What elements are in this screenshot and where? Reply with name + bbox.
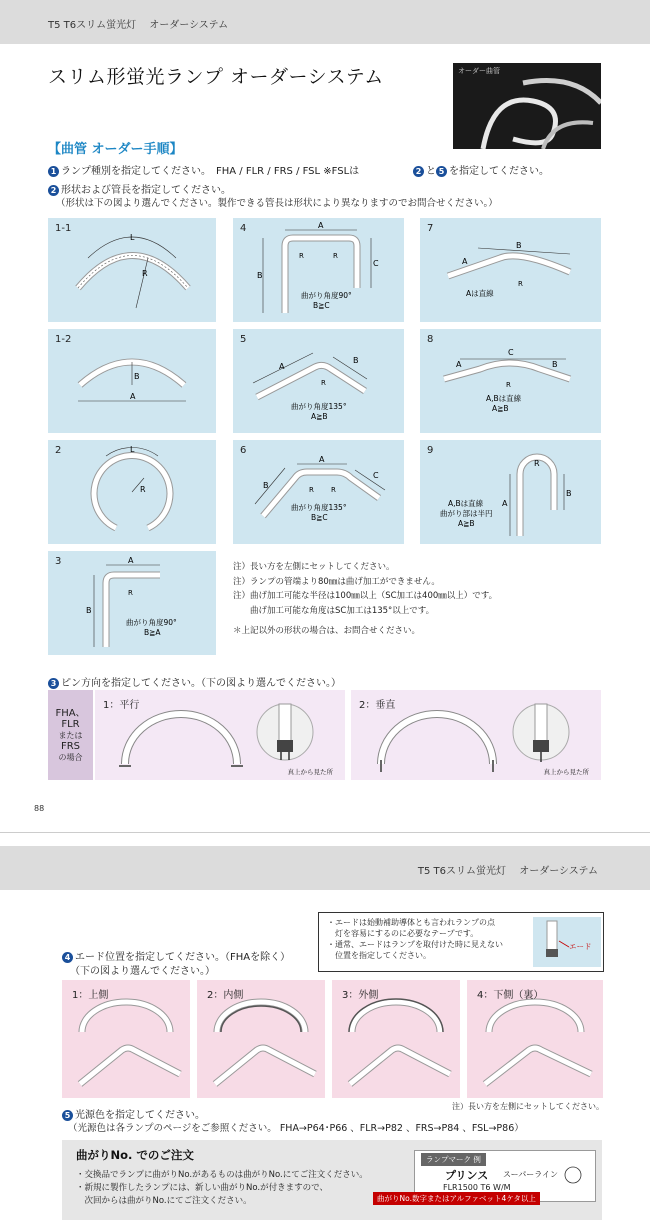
ade-label: エード <box>569 942 592 951</box>
dim-label: R <box>321 379 326 387</box>
header-title: T5 T6スリム蛍光灯 オーダーシステム <box>417 866 598 877</box>
step-5-line1: 光源色を指定してください。 <box>75 1110 205 1121</box>
dim-label: A <box>502 499 508 508</box>
dim-label: A <box>319 455 325 464</box>
page-number: 88 <box>34 804 45 813</box>
pin-option-vertical[interactable] <box>351 690 601 780</box>
ring-lamp-diagram-icon <box>48 440 216 544</box>
dim-label: L <box>130 445 135 454</box>
notes <box>233 560 497 639</box>
product-photo <box>453 63 601 149</box>
step-number: 3 <box>48 678 59 689</box>
dim-label: B <box>257 271 263 280</box>
caption: A,Bは直線 <box>448 499 484 508</box>
caption: B≧A <box>144 628 161 637</box>
hairpin-lamp-diagram-icon <box>420 440 601 544</box>
pin-side-text: FRS <box>60 741 81 752</box>
edge-option-top[interactable] <box>62 980 190 1098</box>
info-line: ・エードは始動補助導体とも言われランプの点 <box>327 918 495 927</box>
edge-option-outer[interactable] <box>332 980 460 1098</box>
flat-arc-lamp-diagram-icon <box>420 329 601 433</box>
order-line: ・新規に製作したランプには、新しい曲がりNo.が付きますので、 <box>76 1183 328 1193</box>
shape-id: 8 <box>427 334 434 345</box>
dim-label: A <box>130 392 136 401</box>
pin-side-label <box>48 690 93 780</box>
note-line: 注）曲げ加工可能な半径は100㎜以上（SC加工は400㎜以上）です。 <box>233 591 498 601</box>
pin-side-text: FHA、 <box>55 708 86 719</box>
dim-label: A <box>128 556 134 565</box>
caption: A≧B <box>492 404 509 413</box>
angled-lamp-diagram-icon <box>420 218 601 322</box>
info-line: 位置を指定してください。 <box>327 951 431 960</box>
pin-option-parallel[interactable] <box>95 690 345 780</box>
shape-id: 2 <box>55 445 62 456</box>
dim-label: R <box>309 486 314 494</box>
dim-label: R <box>299 252 304 260</box>
step-3-text: ピン方向を指定してください。（下の図より選んでください。） <box>61 678 341 689</box>
note-line: 曲げ加工可能な角度はSC加工は135°以上です。 <box>233 605 435 616</box>
note-line: ＊上記以外の形状の場合は、お問合せください。 <box>233 626 421 636</box>
shape-option-7[interactable] <box>420 218 601 322</box>
dim-label: C <box>508 348 514 357</box>
caption: Aは直線 <box>466 289 494 298</box>
orientation-note: 注）長い方を左側にセットしてください。 <box>452 1102 604 1111</box>
pin-side-text: または <box>58 731 83 740</box>
step-number: 1 <box>48 166 59 177</box>
step-1-mid: と <box>426 166 436 177</box>
shallow-arc-lamp-diagram-icon <box>48 329 216 433</box>
step-1-tail: を指定してください。 <box>449 166 549 177</box>
dim-label: A <box>456 360 462 369</box>
order-line: 次回からは曲がりNo.にてご注文ください。 <box>76 1196 252 1206</box>
dim-label: A <box>462 257 468 266</box>
step-number: 2 <box>413 166 424 177</box>
ade-info-box <box>318 912 604 972</box>
note-line: 注）長い方を左側にセットしてください。 <box>233 562 395 572</box>
shape-option-1-1[interactable] <box>48 218 216 322</box>
shape-id: 1-2 <box>55 334 72 345</box>
dim-label: R <box>140 485 146 494</box>
step-1-text: ランプ種別を指定してください。 FHA / FLR / FRS / FSL ※FSLは <box>61 166 360 177</box>
peak-lamp-diagram-icon <box>233 329 404 433</box>
step-4-line1: エード位置を指定してください。（FHAを除く） <box>75 952 291 963</box>
edge-option-label: 1：上側 <box>72 990 109 1001</box>
shape-id: 5 <box>240 334 247 345</box>
dim-label: R <box>142 269 148 278</box>
header-title: T5 T6スリム蛍光灯 オーダーシステム <box>48 20 229 31</box>
pin-option-caption: 真上から見た所 <box>543 768 589 776</box>
pin-option-label: 1：平行 <box>103 700 140 711</box>
dim-label: B <box>516 241 522 250</box>
edge-option-bottom[interactable] <box>467 980 603 1098</box>
shape-id: 9 <box>427 445 434 456</box>
order-by-bend-number <box>62 1140 602 1220</box>
caption: 曲がり角度90° <box>301 291 352 300</box>
edge-option-label: 3：外側 <box>342 990 379 1001</box>
dim-label: B <box>86 606 92 615</box>
arc-lamp-diagram-icon <box>48 218 216 322</box>
caption: 曲がり角度135° <box>291 402 347 411</box>
pin-side-text: FLR <box>61 719 80 730</box>
dim-label: C <box>373 259 379 268</box>
shape-id: 6 <box>240 445 247 456</box>
shape-id: 7 <box>427 223 434 234</box>
step-1 <box>48 162 549 177</box>
bend-number-label: 曲がりNo.数字またはアルファベット4ケタ以上 <box>373 1192 540 1205</box>
brand-subline: スーパーライン <box>503 1170 558 1179</box>
u-bend-lamp-diagram-icon <box>233 218 404 322</box>
edge-option-label: 4：下側（裏） <box>477 990 544 1001</box>
dim-label: B <box>566 489 572 498</box>
shape-id: 4 <box>240 223 247 234</box>
ade-tape-image <box>533 917 601 967</box>
info-line: 灯を容易にするのに必要なテープです。 <box>327 929 479 938</box>
shape-id: 1-1 <box>55 223 72 234</box>
shape-option-4[interactable] <box>233 218 404 322</box>
dim-label: B <box>552 360 558 369</box>
shape-id: 3 <box>55 556 62 567</box>
brand-name: プリンス <box>445 1169 489 1182</box>
caption: 曲がり角度90° <box>126 618 177 627</box>
shape-option-2[interactable] <box>48 440 216 544</box>
step-3 <box>48 674 341 689</box>
dim-label: R <box>331 486 336 494</box>
caption: 曲がり部は半円 <box>440 509 493 518</box>
shape-option-6[interactable] <box>233 440 404 544</box>
page-header <box>0 0 650 44</box>
shape-option-3[interactable] <box>48 551 216 655</box>
note-line: 注）ランプの管端より80㎜は曲げ加工ができません。 <box>233 576 440 587</box>
page-header <box>0 846 650 890</box>
edge-option-inner[interactable] <box>197 980 325 1098</box>
shape-option-5[interactable] <box>233 329 404 433</box>
dim-label: L <box>130 233 135 242</box>
section-heading: 【曲管 オーダー手順】 <box>48 142 183 157</box>
dim-label: R <box>333 252 338 260</box>
dim-label: A <box>318 221 324 230</box>
dim-label: B <box>353 356 359 365</box>
pin-side-text: の場合 <box>58 753 83 762</box>
caption: A,Bは直線 <box>486 394 522 403</box>
certification-mark-icon <box>563 1165 583 1185</box>
step-4 <box>62 948 290 963</box>
lamp-model: FLR1500 T6 W/M <box>443 1183 511 1192</box>
step-4-line2: （下の図より選んでください。） <box>70 966 215 977</box>
step-5 <box>62 1106 205 1121</box>
photo-label: オーダー曲管 <box>458 67 500 75</box>
dim-label: R <box>128 589 133 597</box>
dim-label: B <box>134 372 140 381</box>
info-line: ・通常、エードはランプを取付けた時に見えない <box>327 940 503 949</box>
order-heading: 曲がりNo. でのご注文 <box>76 1148 194 1162</box>
caption: B≧C <box>311 513 328 522</box>
step-2-line1: 形状および管長を指定してください。 <box>61 185 231 196</box>
step-2 <box>48 181 231 196</box>
pin-option-caption: 真上から見た所 <box>287 768 333 776</box>
step-number: 5 <box>62 1110 73 1121</box>
edge-option-label: 2：内側 <box>207 990 244 1001</box>
lamp-mark-heading: ランプマーク 例 <box>421 1153 486 1166</box>
step-number: 4 <box>62 952 73 963</box>
dim-label: A <box>279 362 285 371</box>
dim-label: R <box>534 459 540 468</box>
step-number: 2 <box>48 185 59 196</box>
pin-direction-options <box>48 690 601 780</box>
caption: A≧B <box>311 412 328 421</box>
step-number: 5 <box>436 166 447 177</box>
caption: 曲がり角度135° <box>291 503 347 512</box>
trapezoid-lamp-diagram-icon <box>233 440 404 544</box>
shape-option-1-2[interactable] <box>48 329 216 433</box>
shape-option-9[interactable] <box>420 440 601 544</box>
page-title: スリム形蛍光ランプ オーダーシステム <box>48 66 384 88</box>
l-bend-lamp-diagram-icon <box>48 551 216 655</box>
caption: B≧C <box>313 301 330 310</box>
caption: A≧B <box>458 519 475 528</box>
page-gap <box>0 832 650 846</box>
dim-label: B <box>263 481 269 490</box>
step-2-line2: （形状は下の図より選んでください。製作できる管長は形状により異なりますのでお問合せください。） <box>56 198 498 209</box>
step-5-line2: （光源色は各ランプのページをご参照ください。 FHA→P64･P66 、FLR→P82 、FRS→P84 、FSL→P86） <box>68 1123 524 1134</box>
order-line: ・交換品でランプに曲がりNo.があるものは曲がりNo.にてご注文ください。 <box>76 1170 368 1180</box>
dim-label: C <box>373 471 379 480</box>
dim-label: R <box>518 280 523 288</box>
shape-option-8[interactable] <box>420 329 601 433</box>
dim-label: R <box>506 381 511 389</box>
pin-option-label: 2：垂直 <box>359 700 396 711</box>
